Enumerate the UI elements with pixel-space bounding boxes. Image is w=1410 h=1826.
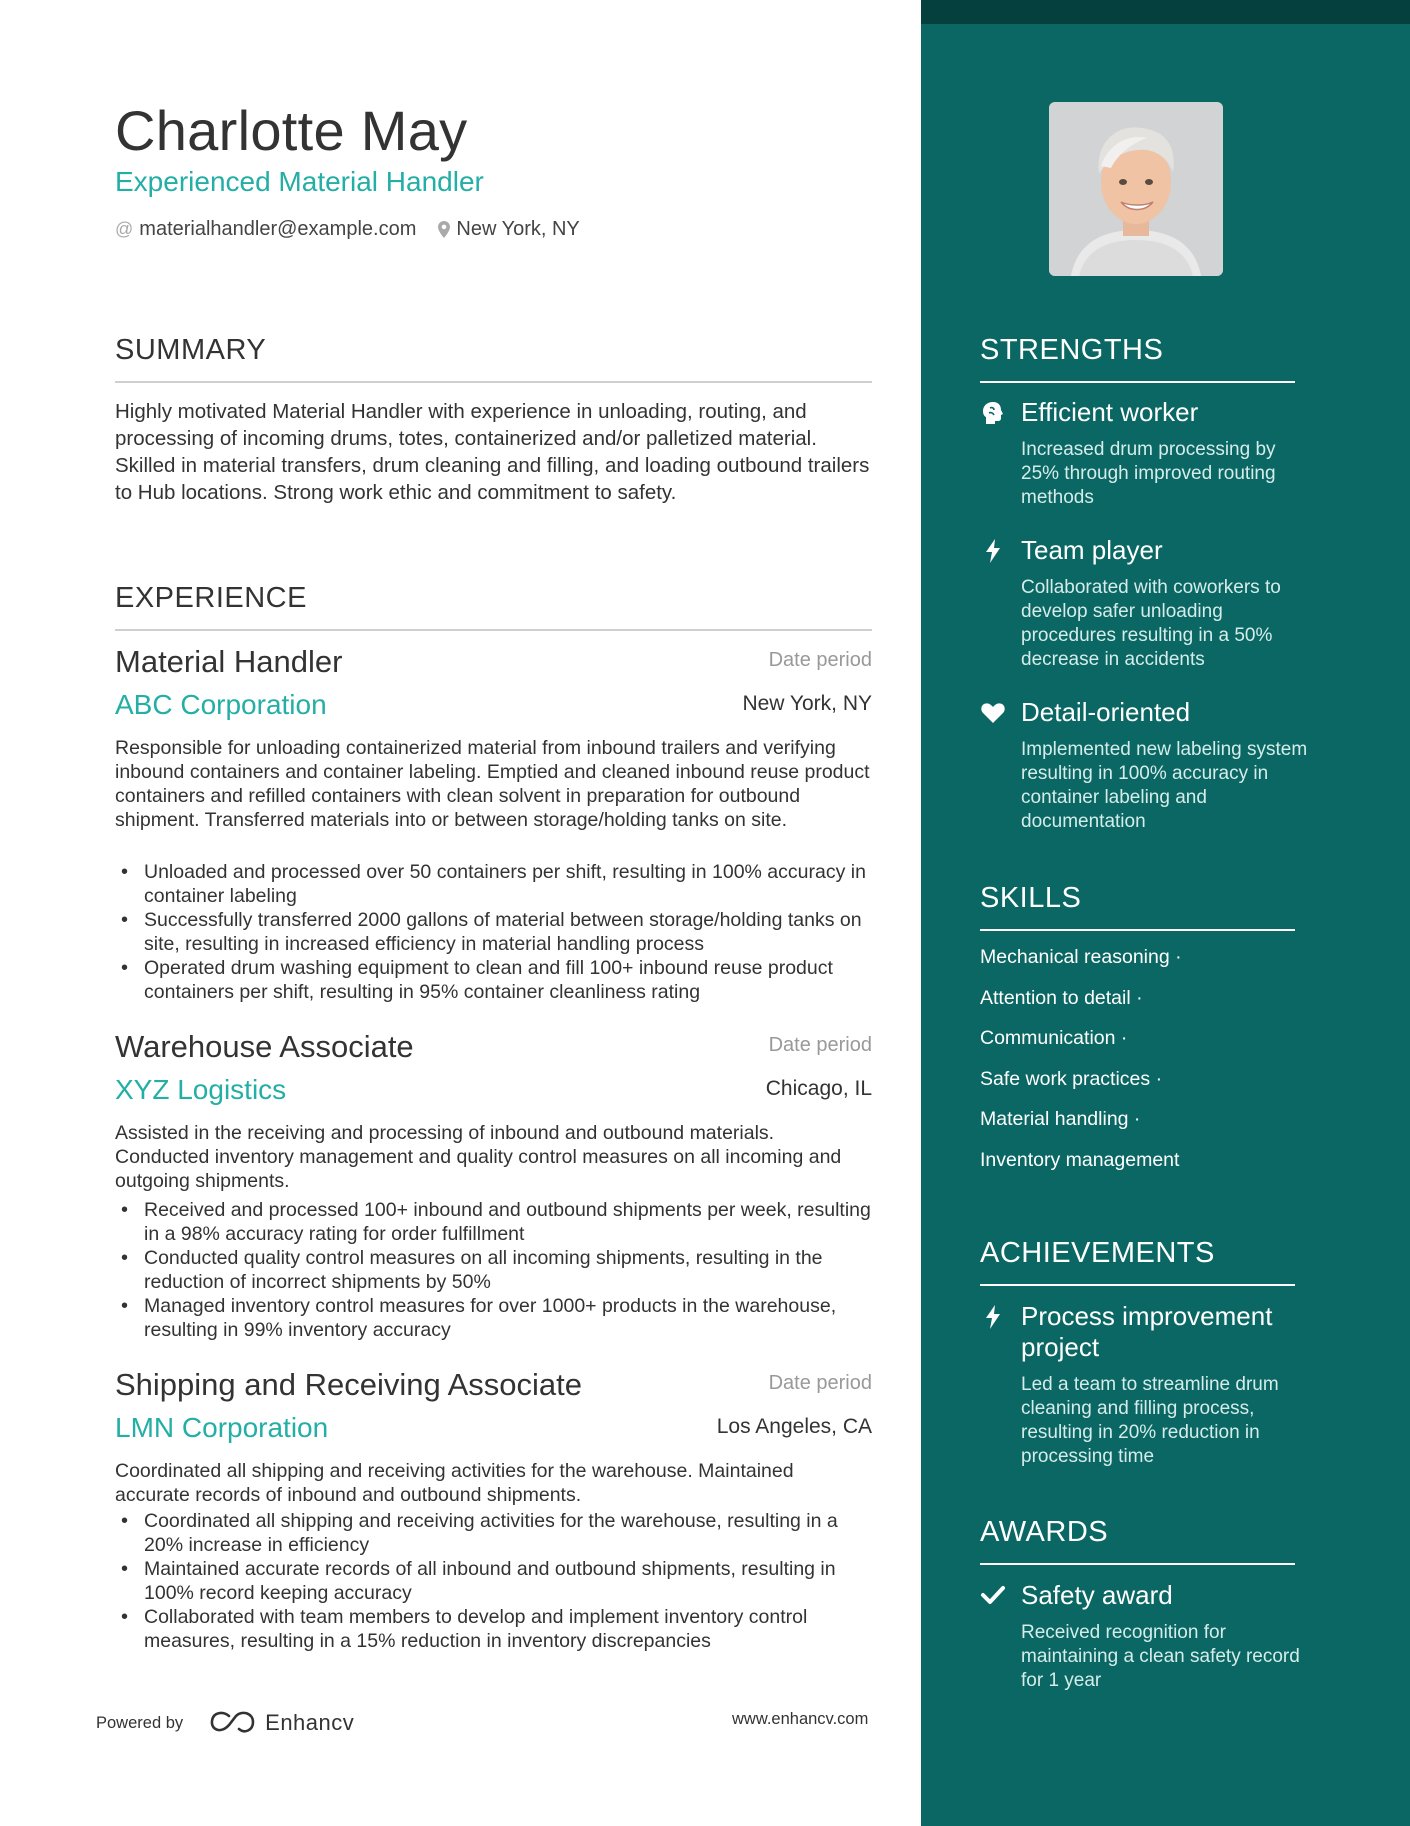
awards-heading: AWARDS bbox=[980, 1516, 1109, 1548]
job-company: XYZ Logistics bbox=[115, 1074, 287, 1105]
enhancv-logo-icon bbox=[209, 1710, 257, 1736]
job-location: Chicago, IL bbox=[765, 1077, 872, 1100]
list-item: • Conducted quality control measures on all incoming shipments, resulting in the reduction of incorrect shipments by 50% bbox=[115, 1246, 872, 1294]
at-icon: @ bbox=[115, 219, 134, 239]
list-item: • Received and processed 100+ inbound and outbound shipments per week, resulting in a 98% accuracy rating for order fulfillment bbox=[115, 1198, 872, 1246]
list-item: • Managed inventory control measures for over 1000+ products in the warehouse, resulting in 99% inventory accuracy bbox=[115, 1294, 872, 1342]
strength-title: Efficient worker bbox=[1021, 397, 1199, 427]
achievements-divider bbox=[980, 1284, 1295, 1286]
skill-tag: Material handling · bbox=[980, 1108, 1141, 1130]
job-description: Responsible for unloading containerized material from inbound trailers and verifying inbound containers and container labeling. Emptied and cleaned inbound reuse product containers and refilled containers with clean solvent in preparation for outbound shipment. Transferred materials into or between storage/holding tanks on site. bbox=[115, 737, 870, 831]
award-title: Safety award bbox=[1021, 1580, 1173, 1610]
avatar bbox=[1049, 102, 1223, 276]
candidate-name: Charlotte May bbox=[115, 99, 468, 162]
skill-tag: Mechanical reasoning · bbox=[980, 946, 1182, 968]
sidebar-top-bar bbox=[921, 0, 1410, 24]
strength-text: Implemented new labeling system resulting in 100% accuracy in container labeling and documentation bbox=[1021, 739, 1308, 832]
skill-tag: Attention to detail · bbox=[980, 987, 1143, 1009]
list-item: • Operated drum washing equipment to clean and fill 100+ inbound reuse product containers per shift, resulting in 95% container cleanliness rating bbox=[115, 956, 872, 1004]
achievement-text: Led a team to streamline drum cleaning and filling process, resulting in 20% reduction in processing time bbox=[1021, 1374, 1279, 1467]
email-link[interactable]: materialhandler@example.com bbox=[139, 218, 417, 240]
summary-heading: SUMMARY bbox=[115, 334, 267, 366]
strength-title: Team player bbox=[1021, 535, 1163, 565]
experience-heading: EXPERIENCE bbox=[115, 582, 307, 614]
job-date: Date period bbox=[768, 1372, 872, 1394]
strength-text: Collaborated with coworkers to develop safer unloading procedures resulting in a 50% decrease in accidents bbox=[1021, 577, 1281, 670]
powered-by-label: Powered by bbox=[96, 1713, 184, 1732]
skill-tag: Communication · bbox=[980, 1027, 1128, 1049]
sidebar bbox=[921, 0, 1410, 1826]
job-title: Material Handler bbox=[115, 644, 343, 679]
location-text: New York, NY bbox=[456, 218, 580, 240]
job-bullets bbox=[115, 1198, 872, 1342]
candidate-title: Experienced Material Handler bbox=[115, 166, 484, 197]
job-title: Warehouse Associate bbox=[115, 1029, 414, 1064]
summary-divider bbox=[115, 381, 872, 383]
experience-divider bbox=[115, 629, 872, 631]
strengths-heading: STRENGTHS bbox=[980, 334, 1164, 366]
job-company: ABC Corporation bbox=[115, 689, 327, 720]
award-text: Received recognition for maintaining a clean safety record for 1 year bbox=[1021, 1622, 1300, 1691]
job-location: Los Angeles, CA bbox=[716, 1415, 872, 1438]
strength-text: Increased drum processing by 25% through improved routing methods bbox=[1021, 439, 1276, 508]
strength-title: Detail-oriented bbox=[1021, 697, 1191, 727]
strengths-divider bbox=[980, 381, 1295, 383]
heart-icon bbox=[980, 700, 1006, 726]
footer-branding bbox=[96, 1710, 354, 1736]
skills-heading: SKILLS bbox=[980, 882, 1082, 914]
check-icon bbox=[980, 1582, 1006, 1608]
list-item: • Collaborated with team members to develop and implement inventory control measures, resulting in a 15% reduction in inventory discrepancies bbox=[115, 1605, 872, 1653]
job-bullets bbox=[115, 1509, 872, 1653]
awards-divider bbox=[980, 1563, 1295, 1565]
achievements-heading: ACHIEVEMENTS bbox=[980, 1237, 1215, 1269]
job-description: Assisted in the receiving and processing of inbound and outbound materials. Conducted inventory management and quality control measures on all incoming and outgoing shipments. bbox=[115, 1122, 842, 1192]
contact-row bbox=[115, 218, 580, 241]
brain-icon bbox=[980, 400, 1006, 426]
profile-photo bbox=[1049, 102, 1223, 276]
skill-tag: Safe work practices · bbox=[980, 1068, 1163, 1090]
skills-divider bbox=[980, 929, 1295, 931]
job-date: Date period bbox=[768, 1034, 872, 1056]
job-description: Coordinated all shipping and receiving activities for the warehouse. Maintained accurate records of inbound and outbound shipments. bbox=[115, 1460, 794, 1506]
job-title: Shipping and Receiving Associate bbox=[115, 1367, 583, 1402]
lightning-icon bbox=[980, 1304, 1006, 1330]
footer-url[interactable]: www.enhancv.com bbox=[732, 1710, 869, 1728]
job-company: LMN Corporation bbox=[115, 1412, 329, 1443]
job-bullets bbox=[115, 860, 872, 1004]
skill-tag: Inventory management bbox=[980, 1149, 1180, 1171]
job-location: New York, NY bbox=[742, 692, 872, 715]
location bbox=[438, 218, 579, 241]
list-item: • Maintained accurate records of all inbound and outbound shipments, resulting in 100% record keeping accuracy bbox=[115, 1557, 872, 1605]
list-item: • Successfully transferred 2000 gallons of material between storage/holding tanks on site, resulting in increased efficiency in material handling process bbox=[115, 908, 872, 956]
list-item: • Unloaded and processed over 50 containers per shift, resulting in 100% accuracy in container labeling bbox=[115, 860, 872, 908]
location-pin-icon bbox=[438, 221, 450, 238]
enhancv-brand[interactable]: Enhancv bbox=[265, 1710, 355, 1735]
summary-text: Highly motivated Material Handler with experience in unloading, routing, and processing of incoming drums, totes, containerized and/or palletized material. Skilled in material transfers, drum cleaning and filling, and loading outbound trailers to Hub locations. Strong work ethic and commitment to safety. bbox=[115, 400, 870, 504]
list-item: • Coordinated all shipping and receiving activities for the warehouse, resulting in a 20% increase in efficiency bbox=[115, 1509, 872, 1557]
lightning-icon bbox=[980, 538, 1006, 564]
job-date: Date period bbox=[768, 649, 872, 671]
achievement-title: Process improvement project bbox=[1021, 1301, 1273, 1362]
